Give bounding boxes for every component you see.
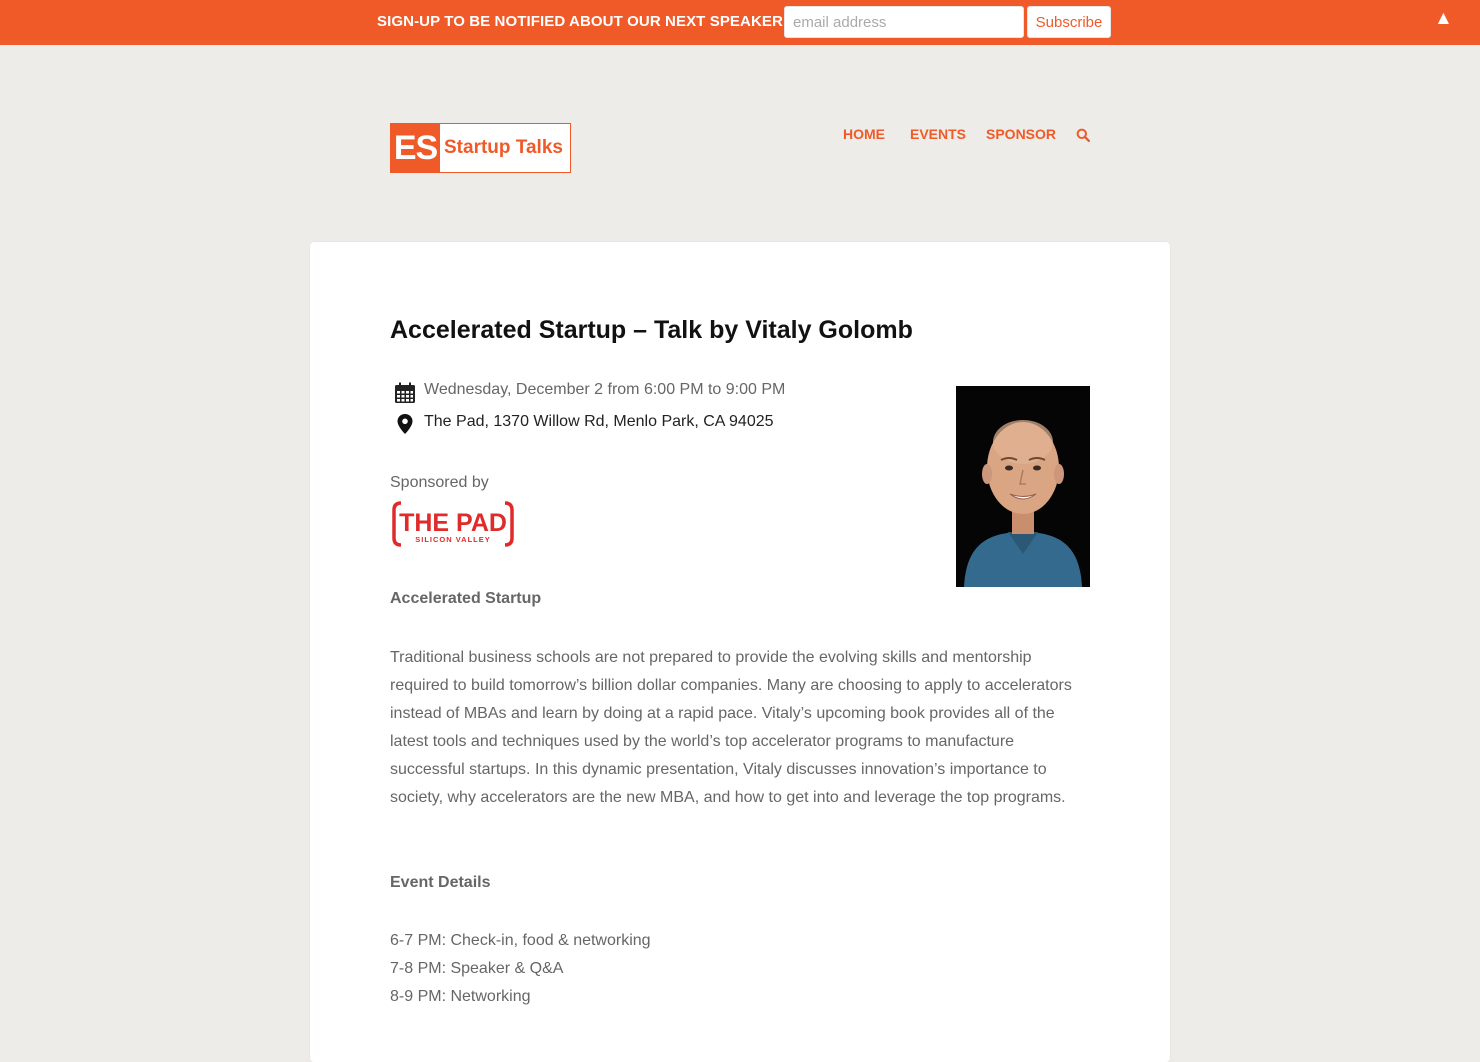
section-heading: Accelerated Startup xyxy=(390,590,542,607)
nav-sponsor[interactable]: SPONSOR xyxy=(986,126,1057,142)
event-details-heading: Event Details xyxy=(390,874,491,891)
map-pin-icon xyxy=(394,413,416,435)
subscribe-button[interactable]: Subscribe xyxy=(1027,6,1111,38)
sponsored-by-label: Sponsored by xyxy=(390,474,489,491)
schedule-item: 6-7 PM: Check-in, food & networking xyxy=(390,932,651,949)
email-input[interactable] xyxy=(784,6,1024,38)
search-icon[interactable] xyxy=(1076,128,1090,142)
speaker-photo xyxy=(956,386,1090,587)
logo-text: Startup Talks xyxy=(444,137,563,158)
event-datetime: Wednesday, December 2 from 6:00 PM to 9:00 PM xyxy=(424,381,786,398)
nav-events[interactable]: EVENTS xyxy=(910,126,967,142)
event-description: Traditional business schools are not prepared to provide the evolving skills and mentorship required to build tomorrow’s billion dollar companies. Many are choosing to apply to accelerators instead of MBAs and learn by doing at a rapid pace. Vitaly’s upcoming book provides all of the latest tools and techniques used by the world’s top accelerator programs to manufacture successful startups. In this dynamic presentation, Vitaly discusses innovation’s importance to society, why accelerators are the new MBA, and how to get into and leverage the top programs. xyxy=(390,649,1072,806)
sponsor-logo[interactable] xyxy=(392,500,514,548)
signup-text: SIGN-UP TO BE NOTIFIED ABOUT OUR NEXT SPEAKER xyxy=(377,13,783,30)
event-location[interactable]: The Pad, 1370 Willow Rd, Menlo Park, CA 94025 xyxy=(424,413,774,430)
site-logo[interactable] xyxy=(390,123,571,173)
collapse-arrow-icon[interactable]: ▲ xyxy=(1434,8,1453,29)
logo-mark: ES xyxy=(391,124,440,172)
sponsor-logo-tagline: SILICON VALLEY xyxy=(415,535,491,544)
sponsor-logo-name: THE PAD xyxy=(399,509,507,537)
nav-home[interactable]: HOME xyxy=(843,126,885,142)
schedule-item: 8-9 PM: Networking xyxy=(390,988,531,1005)
event-title: Accelerated Startup – Talk by Vitaly Golomb xyxy=(390,316,913,344)
calendar-icon xyxy=(394,382,416,404)
signup-bar xyxy=(0,0,1480,45)
schedule-item: 7-8 PM: Speaker & Q&A xyxy=(390,960,564,977)
